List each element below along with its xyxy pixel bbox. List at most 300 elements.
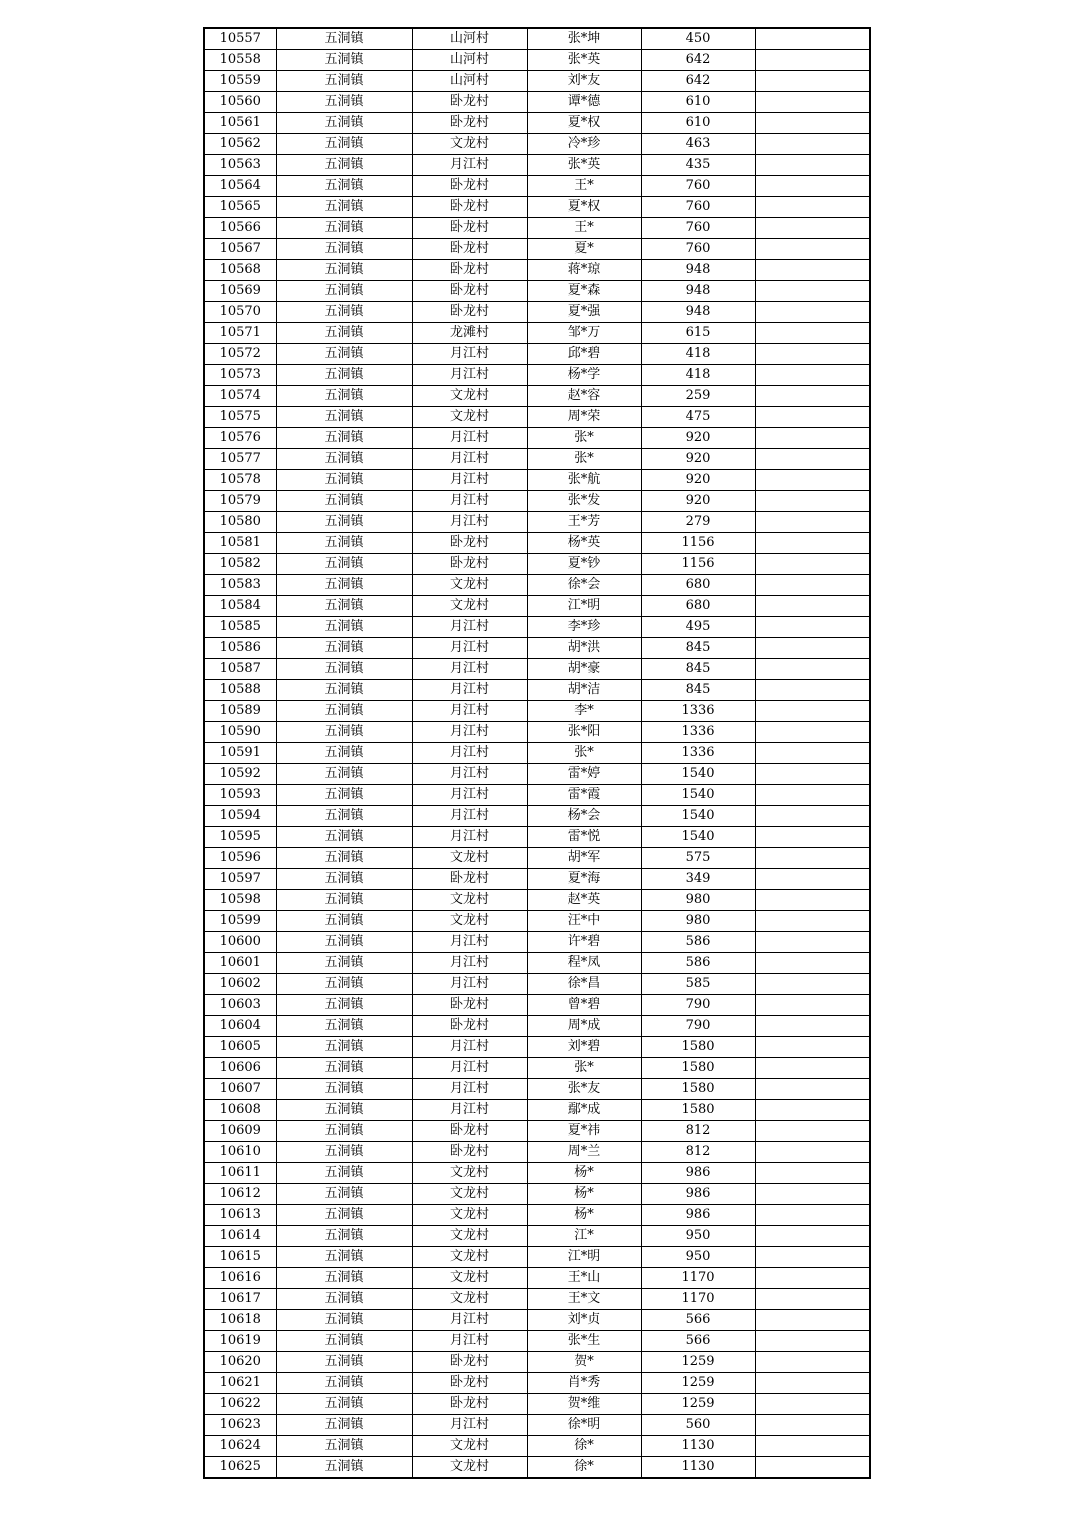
name-cell: 肖*秀	[527, 1373, 641, 1394]
remark-cell	[755, 743, 870, 764]
remark-cell	[755, 449, 870, 470]
name-cell: 李*	[527, 701, 641, 722]
name-cell: 王*	[527, 218, 641, 239]
table-row	[204, 1226, 870, 1247]
amount-cell: 1580	[641, 1079, 755, 1100]
name-cell: 冷*珍	[527, 134, 641, 155]
table-row	[204, 470, 870, 491]
remark-cell	[755, 953, 870, 974]
serial-number-cell: 10615	[204, 1247, 276, 1268]
remark-cell	[755, 281, 870, 302]
serial-number-cell: 10618	[204, 1310, 276, 1331]
village-cell: 卧龙村	[412, 554, 527, 575]
serial-number-cell: 10559	[204, 71, 276, 92]
amount-cell: 1259	[641, 1352, 755, 1373]
township-cell: 五洞镇	[276, 113, 412, 134]
village-cell: 文龙村	[412, 575, 527, 596]
table-row	[204, 218, 870, 239]
amount-cell: 575	[641, 848, 755, 869]
village-cell: 月江村	[412, 1037, 527, 1058]
serial-number-cell: 10577	[204, 449, 276, 470]
amount-cell: 1156	[641, 533, 755, 554]
township-cell: 五洞镇	[276, 1394, 412, 1415]
table-row	[204, 1394, 870, 1415]
table-row	[204, 344, 870, 365]
township-cell: 五洞镇	[276, 953, 412, 974]
serial-number-cell: 10609	[204, 1121, 276, 1142]
remark-cell	[755, 1016, 870, 1037]
serial-number-cell: 10596	[204, 848, 276, 869]
amount-cell: 790	[641, 1016, 755, 1037]
name-cell: 夏*海	[527, 869, 641, 890]
name-cell: 刘*碧	[527, 1037, 641, 1058]
table-row	[204, 1331, 870, 1352]
name-cell: 赵*容	[527, 386, 641, 407]
village-cell: 月江村	[412, 155, 527, 176]
name-cell: 张*英	[527, 50, 641, 71]
amount-cell: 986	[641, 1205, 755, 1226]
remark-cell	[755, 92, 870, 113]
amount-cell: 980	[641, 911, 755, 932]
serial-number-cell: 10576	[204, 428, 276, 449]
table-row	[204, 1142, 870, 1163]
amount-cell: 986	[641, 1163, 755, 1184]
remark-cell	[755, 1100, 870, 1121]
township-cell: 五洞镇	[276, 1079, 412, 1100]
table-row	[204, 1079, 870, 1100]
serial-number-cell: 10570	[204, 302, 276, 323]
village-cell: 月江村	[412, 806, 527, 827]
serial-number-cell: 10569	[204, 281, 276, 302]
amount-cell: 1156	[641, 554, 755, 575]
village-cell: 山河村	[412, 50, 527, 71]
village-cell: 月江村	[412, 1058, 527, 1079]
village-cell: 卧龙村	[412, 995, 527, 1016]
amount-cell: 610	[641, 92, 755, 113]
village-cell: 文龙村	[412, 848, 527, 869]
township-cell: 五洞镇	[276, 176, 412, 197]
serial-number-cell: 10604	[204, 1016, 276, 1037]
serial-number-cell: 10599	[204, 911, 276, 932]
village-cell: 月江村	[412, 722, 527, 743]
amount-cell: 920	[641, 449, 755, 470]
table-row	[204, 869, 870, 890]
table-row	[204, 680, 870, 701]
village-cell: 月江村	[412, 512, 527, 533]
remark-cell	[755, 176, 870, 197]
amount-cell: 585	[641, 974, 755, 995]
village-cell: 文龙村	[412, 1184, 527, 1205]
township-cell: 五洞镇	[276, 260, 412, 281]
amount-cell: 279	[641, 512, 755, 533]
remark-cell	[755, 1121, 870, 1142]
village-cell: 月江村	[412, 1415, 527, 1436]
township-cell: 五洞镇	[276, 428, 412, 449]
name-cell: 王*山	[527, 1268, 641, 1289]
serial-number-cell: 10605	[204, 1037, 276, 1058]
table-row	[204, 239, 870, 260]
name-cell: 杨*	[527, 1205, 641, 1226]
amount-cell: 1540	[641, 827, 755, 848]
name-cell: 江*明	[527, 1247, 641, 1268]
name-cell: 夏*森	[527, 281, 641, 302]
serial-number-cell: 10571	[204, 323, 276, 344]
serial-number-cell: 10581	[204, 533, 276, 554]
remark-cell	[755, 1394, 870, 1415]
name-cell: 杨*会	[527, 806, 641, 827]
serial-number-cell: 10617	[204, 1289, 276, 1310]
name-cell: 雷*霞	[527, 785, 641, 806]
amount-cell: 812	[641, 1142, 755, 1163]
serial-number-cell: 10575	[204, 407, 276, 428]
amount-cell: 586	[641, 953, 755, 974]
township-cell: 五洞镇	[276, 155, 412, 176]
village-cell: 月江村	[412, 953, 527, 974]
name-cell: 贺*	[527, 1352, 641, 1373]
remark-cell	[755, 722, 870, 743]
remark-cell	[755, 659, 870, 680]
name-cell: 夏*强	[527, 302, 641, 323]
village-cell: 文龙村	[412, 890, 527, 911]
township-cell: 五洞镇	[276, 92, 412, 113]
table-row	[204, 1037, 870, 1058]
name-cell: 江*	[527, 1226, 641, 1247]
amount-cell: 1259	[641, 1373, 755, 1394]
remark-cell	[755, 1226, 870, 1247]
table-row	[204, 1163, 870, 1184]
remark-cell	[755, 890, 870, 911]
amount-cell: 980	[641, 890, 755, 911]
name-cell: 王*芳	[527, 512, 641, 533]
name-cell: 邱*碧	[527, 344, 641, 365]
remark-cell	[755, 260, 870, 281]
township-cell: 五洞镇	[276, 890, 412, 911]
township-cell: 五洞镇	[276, 281, 412, 302]
remark-cell	[755, 575, 870, 596]
remark-cell	[755, 1352, 870, 1373]
remark-cell	[755, 428, 870, 449]
table-row	[204, 407, 870, 428]
village-cell: 卧龙村	[412, 1121, 527, 1142]
amount-cell: 1170	[641, 1268, 755, 1289]
township-cell: 五洞镇	[276, 197, 412, 218]
township-cell: 五洞镇	[276, 974, 412, 995]
village-cell: 月江村	[412, 974, 527, 995]
table-row	[204, 1268, 870, 1289]
amount-cell: 259	[641, 386, 755, 407]
amount-cell: 950	[641, 1226, 755, 1247]
table-row	[204, 1121, 870, 1142]
table-row	[204, 1289, 870, 1310]
township-cell: 五洞镇	[276, 218, 412, 239]
remark-cell	[755, 1436, 870, 1457]
township-cell: 五洞镇	[276, 1373, 412, 1394]
amount-cell: 586	[641, 932, 755, 953]
name-cell: 胡*豪	[527, 659, 641, 680]
township-cell: 五洞镇	[276, 1184, 412, 1205]
village-cell: 月江村	[412, 470, 527, 491]
village-cell: 文龙村	[412, 386, 527, 407]
remark-cell	[755, 512, 870, 533]
village-cell: 卧龙村	[412, 281, 527, 302]
serial-number-cell: 10606	[204, 1058, 276, 1079]
village-cell: 卧龙村	[412, 1016, 527, 1037]
name-cell: 徐*会	[527, 575, 641, 596]
serial-number-cell: 10593	[204, 785, 276, 806]
name-cell: 周*成	[527, 1016, 641, 1037]
table-row	[204, 722, 870, 743]
amount-cell: 1170	[641, 1289, 755, 1310]
serial-number-cell: 10619	[204, 1331, 276, 1352]
remark-cell	[755, 785, 870, 806]
remark-cell	[755, 995, 870, 1016]
township-cell: 五洞镇	[276, 1352, 412, 1373]
village-cell: 月江村	[412, 1079, 527, 1100]
serial-number-cell: 10583	[204, 575, 276, 596]
serial-number-cell: 10573	[204, 365, 276, 386]
remark-cell	[755, 1373, 870, 1394]
name-cell: 张*友	[527, 1079, 641, 1100]
name-cell: 杨*	[527, 1184, 641, 1205]
name-cell: 许*碧	[527, 932, 641, 953]
township-cell: 五洞镇	[276, 1247, 412, 1268]
township-cell: 五洞镇	[276, 995, 412, 1016]
table-row	[204, 71, 870, 92]
serial-number-cell: 10625	[204, 1457, 276, 1479]
serial-number-cell: 10612	[204, 1184, 276, 1205]
village-cell: 卧龙村	[412, 302, 527, 323]
table-row	[204, 911, 870, 932]
village-cell: 卧龙村	[412, 113, 527, 134]
serial-number-cell: 10563	[204, 155, 276, 176]
township-cell: 五洞镇	[276, 617, 412, 638]
serial-number-cell: 10616	[204, 1268, 276, 1289]
serial-number-cell: 10614	[204, 1226, 276, 1247]
table-row	[204, 28, 870, 50]
remark-cell	[755, 407, 870, 428]
table-row	[204, 176, 870, 197]
remark-cell	[755, 848, 870, 869]
table-row	[204, 617, 870, 638]
table-row	[204, 134, 870, 155]
remark-cell	[755, 1184, 870, 1205]
township-cell: 五洞镇	[276, 575, 412, 596]
table-row	[204, 554, 870, 575]
township-cell: 五洞镇	[276, 533, 412, 554]
table-row	[204, 785, 870, 806]
serial-number-cell: 10610	[204, 1142, 276, 1163]
remark-cell	[755, 344, 870, 365]
amount-cell: 760	[641, 218, 755, 239]
village-cell: 月江村	[412, 638, 527, 659]
remark-cell	[755, 1205, 870, 1226]
remark-cell	[755, 1268, 870, 1289]
remark-cell	[755, 1037, 870, 1058]
amount-cell: 450	[641, 28, 755, 50]
amount-cell: 680	[641, 596, 755, 617]
village-cell: 月江村	[412, 428, 527, 449]
village-cell: 月江村	[412, 785, 527, 806]
village-cell: 文龙村	[412, 1436, 527, 1457]
amount-cell: 1336	[641, 701, 755, 722]
village-cell: 文龙村	[412, 1163, 527, 1184]
township-cell: 五洞镇	[276, 659, 412, 680]
amount-cell: 1540	[641, 785, 755, 806]
village-cell: 卧龙村	[412, 1142, 527, 1163]
township-cell: 五洞镇	[276, 1142, 412, 1163]
name-cell: 张*	[527, 1058, 641, 1079]
village-cell: 卧龙村	[412, 533, 527, 554]
table-row	[204, 659, 870, 680]
amount-cell: 642	[641, 50, 755, 71]
serial-number-cell: 10597	[204, 869, 276, 890]
township-cell: 五洞镇	[276, 491, 412, 512]
township-cell: 五洞镇	[276, 848, 412, 869]
name-cell: 张*阳	[527, 722, 641, 743]
amount-cell: 349	[641, 869, 755, 890]
township-cell: 五洞镇	[276, 1289, 412, 1310]
name-cell: 周*兰	[527, 1142, 641, 1163]
name-cell: 徐*	[527, 1436, 641, 1457]
village-cell: 卧龙村	[412, 1394, 527, 1415]
township-cell: 五洞镇	[276, 302, 412, 323]
table-row	[204, 995, 870, 1016]
village-cell: 卧龙村	[412, 176, 527, 197]
serial-number-cell: 10608	[204, 1100, 276, 1121]
name-cell: 胡*洁	[527, 680, 641, 701]
serial-number-cell: 10574	[204, 386, 276, 407]
serial-number-cell: 10589	[204, 701, 276, 722]
amount-cell: 920	[641, 428, 755, 449]
village-cell: 卧龙村	[412, 218, 527, 239]
village-cell: 月江村	[412, 1331, 527, 1352]
village-cell: 卧龙村	[412, 260, 527, 281]
village-cell: 卧龙村	[412, 92, 527, 113]
township-cell: 五洞镇	[276, 701, 412, 722]
name-cell: 徐*	[527, 1457, 641, 1479]
village-cell: 月江村	[412, 827, 527, 848]
township-cell: 五洞镇	[276, 932, 412, 953]
serial-number-cell: 10622	[204, 1394, 276, 1415]
township-cell: 五洞镇	[276, 722, 412, 743]
table-row	[204, 92, 870, 113]
remark-cell	[755, 764, 870, 785]
township-cell: 五洞镇	[276, 1121, 412, 1142]
serial-number-cell: 10566	[204, 218, 276, 239]
serial-number-cell: 10562	[204, 134, 276, 155]
serial-number-cell: 10603	[204, 995, 276, 1016]
name-cell: 徐*昌	[527, 974, 641, 995]
village-cell: 卧龙村	[412, 1352, 527, 1373]
amount-cell: 1336	[641, 722, 755, 743]
name-cell: 杨*英	[527, 533, 641, 554]
table-row	[204, 974, 870, 995]
amount-cell: 463	[641, 134, 755, 155]
serial-number-cell: 10580	[204, 512, 276, 533]
table-row	[204, 155, 870, 176]
township-cell: 五洞镇	[276, 1415, 412, 1436]
amount-cell: 845	[641, 680, 755, 701]
township-cell: 五洞镇	[276, 1205, 412, 1226]
name-cell: 张*	[527, 449, 641, 470]
remark-cell	[755, 1079, 870, 1100]
township-cell: 五洞镇	[276, 470, 412, 491]
serial-number-cell: 10595	[204, 827, 276, 848]
remark-cell	[755, 1415, 870, 1436]
amount-cell: 948	[641, 302, 755, 323]
table-row	[204, 260, 870, 281]
township-cell: 五洞镇	[276, 911, 412, 932]
name-cell: 王*	[527, 176, 641, 197]
name-cell: 夏*	[527, 239, 641, 260]
village-cell: 文龙村	[412, 1289, 527, 1310]
township-cell: 五洞镇	[276, 28, 412, 50]
amount-cell: 1130	[641, 1457, 755, 1479]
remark-cell	[755, 932, 870, 953]
remark-cell	[755, 218, 870, 239]
village-cell: 龙滩村	[412, 323, 527, 344]
remark-cell	[755, 1163, 870, 1184]
township-cell: 五洞镇	[276, 1037, 412, 1058]
remark-cell	[755, 1142, 870, 1163]
village-cell: 月江村	[412, 344, 527, 365]
remark-cell	[755, 1331, 870, 1352]
amount-cell: 418	[641, 344, 755, 365]
name-cell: 邹*万	[527, 323, 641, 344]
amount-cell: 845	[641, 638, 755, 659]
name-cell: 汪*中	[527, 911, 641, 932]
name-cell: 夏*权	[527, 197, 641, 218]
remark-cell	[755, 806, 870, 827]
table-row	[204, 827, 870, 848]
name-cell: 蒋*琼	[527, 260, 641, 281]
table-row	[204, 1415, 870, 1436]
serial-number-cell: 10568	[204, 260, 276, 281]
serial-number-cell: 10621	[204, 1373, 276, 1394]
name-cell: 贺*维	[527, 1394, 641, 1415]
village-cell: 月江村	[412, 659, 527, 680]
table-row	[204, 1247, 870, 1268]
serial-number-cell: 10560	[204, 92, 276, 113]
village-cell: 文龙村	[412, 134, 527, 155]
table-row	[204, 491, 870, 512]
remark-cell	[755, 680, 870, 701]
township-cell: 五洞镇	[276, 50, 412, 71]
name-cell: 张*发	[527, 491, 641, 512]
amount-cell: 948	[641, 281, 755, 302]
serial-number-cell: 10598	[204, 890, 276, 911]
amount-cell: 760	[641, 176, 755, 197]
name-cell: 杨*学	[527, 365, 641, 386]
amount-cell: 615	[641, 323, 755, 344]
table-row	[204, 764, 870, 785]
name-cell: 周*荣	[527, 407, 641, 428]
remark-cell	[755, 596, 870, 617]
amount-cell: 948	[641, 260, 755, 281]
remark-cell	[755, 1058, 870, 1079]
village-cell: 月江村	[412, 764, 527, 785]
table-row	[204, 890, 870, 911]
name-cell: 胡*洪	[527, 638, 641, 659]
remark-cell	[755, 911, 870, 932]
remark-cell	[755, 50, 870, 71]
township-cell: 五洞镇	[276, 554, 412, 575]
serial-number-cell: 10578	[204, 470, 276, 491]
township-cell: 五洞镇	[276, 386, 412, 407]
township-cell: 五洞镇	[276, 1100, 412, 1121]
township-cell: 五洞镇	[276, 638, 412, 659]
table-row	[204, 1184, 870, 1205]
